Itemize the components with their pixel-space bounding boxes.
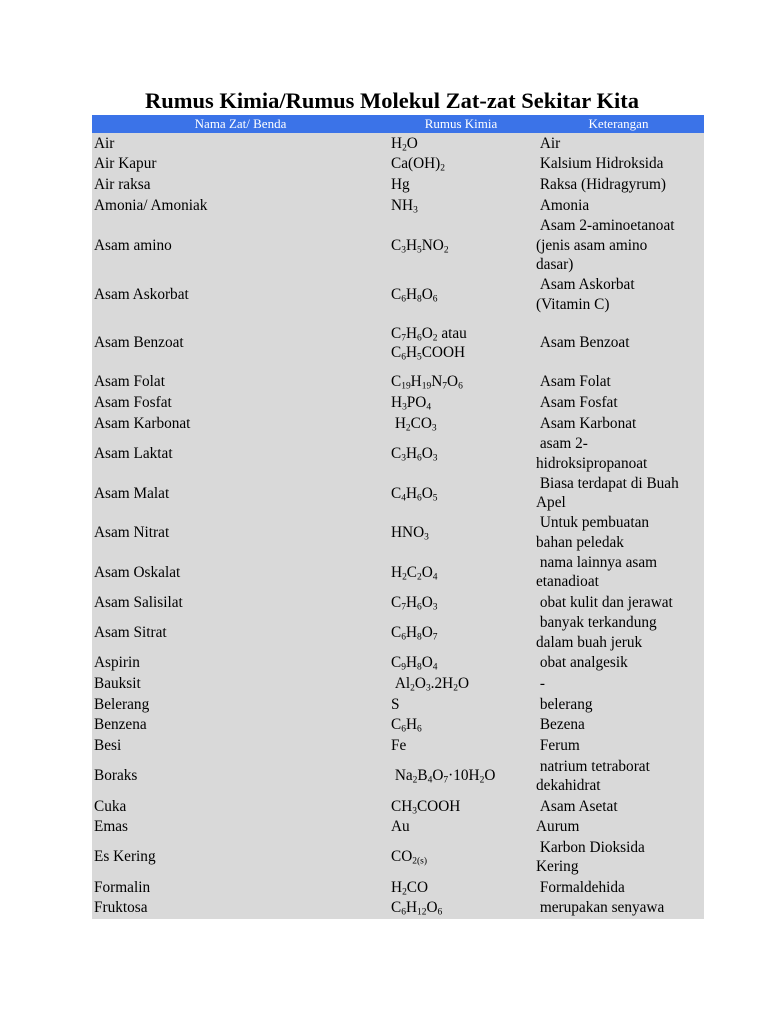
substance-name: Es Kering [94,848,156,866]
table-row [92,154,704,175]
substance-name: Aspirin [94,654,140,672]
description: Bezena [536,716,585,734]
description: Asam 2-aminoetanoat (jenis asam amino dasar) [536,217,675,274]
substance-name: Air [94,134,115,152]
chemical-formula: $NH_3$ [391,197,418,216]
table-row [92,216,704,275]
chemical-formula: $C_6H_8O_6$ [391,285,438,305]
description: Asam Asetat [536,797,618,815]
table-row [92,133,704,154]
description: Ferum [536,737,580,755]
substance-name: Asam Salisilat [94,593,183,611]
table-row [92,513,704,553]
table-row [92,315,704,372]
substance-name: Emas [94,818,128,836]
chemical-formula: $HNO_3$ [391,524,429,543]
chemical-formula: $H_2CO_3$ [391,414,437,434]
substance-name: Asam Nitrat [94,524,170,542]
chemical-formula: $Al_2O_3.2H_2O$ [391,674,469,694]
description: Kalsium Hidroksida [536,155,664,173]
chemical-formula: $H_3PO_4$ [391,394,432,413]
substance-name: Asam Oskalat [94,563,181,581]
substance-name: Air Kapur [94,155,157,173]
description: Asam Folat [536,373,611,391]
table-row [92,837,704,877]
chemical-formula: Au [391,818,410,836]
substance-name: Asam Fosfat [94,394,172,412]
description: banyak terkandung dalam buah jeruk [536,614,657,651]
description: obat analgesik [536,654,628,672]
description: Amonia [536,197,590,215]
chemical-formula: $C_7H_6O_2$ atau $C_6H_5COOH$ [391,324,467,363]
substance-name: Asam Sitrat [94,623,167,641]
chemical-formula: $C_9H_8O_4$ [391,654,438,673]
chemical-formula: $C_3H_6O_3$ [391,445,438,464]
chemical-formula: $H_2O$ [391,134,418,153]
description: Formaldehida [536,878,625,896]
table-row [92,175,704,196]
chemical-formula: $C_6H_{12}O_6$ [391,899,443,918]
chemical-formula-table [92,115,704,919]
description: Asam Benzoat [536,334,630,352]
substance-name: Asam Laktat [94,445,173,463]
table-row [92,553,704,593]
chemical-formula: S [391,695,400,713]
table-header [92,115,704,133]
description: asam 2- hidroksipropanoat [536,435,648,472]
header-formula: Rumus Kimia [424,116,498,131]
chemical-formula: $C_3H_5NO_2$ [391,236,449,256]
substance-name: Air raksa [94,176,151,194]
description: Asam Fosfat [536,394,618,412]
chemical-formula: $Ca(OH)_2$ [391,155,446,174]
chemical-formula: $C_4H_6O_5$ [391,484,438,503]
table-row [92,372,704,393]
table-row [92,756,704,796]
chemical-formula: $C_6H_6$ [391,716,422,735]
substance-name: Amonia/ Amoniak [94,197,208,215]
table-row [92,796,704,817]
table-row [92,275,704,315]
chemical-formula: $C_7H_6O_3$ [391,593,438,613]
table-row [92,715,704,736]
table-row [92,413,704,434]
table-row [92,592,704,613]
substance-name: Formalin [94,878,151,896]
substance-name: Asam Benzoat [94,334,184,352]
description: natrium tetraborat dekahidrat [536,757,650,795]
description: Karbon Dioksida Kering [536,838,645,876]
chemical-formula: $CO_{2(s)}$ [391,848,427,867]
description: nama lainnya asam etanadioat [536,553,658,591]
chemical-formula: Fe [391,737,407,755]
substance-name: Asam Folat [94,373,165,391]
substance-name: Asam Malat [94,484,170,502]
description: Biasa terdapat di Buah Apel [536,474,679,512]
description: belerang [536,695,593,713]
substance-name: Boraks [94,767,138,785]
chemical-formula: $Na_2B_4O_7\cdot 10H_2O$ [391,767,496,786]
chemical-formula: $CH_3COOH$ [391,797,461,816]
description: Untuk pembuatan bahan peledak [536,514,650,551]
chemical-formula: $C_6H_8O_7$ [391,623,438,643]
substance-name: Belerang [94,695,150,713]
description: merupakan senyawa [536,899,665,917]
table-row [92,694,704,715]
chemical-formula: $C_{19}H_{19}N_7O_6$ [391,373,463,392]
chemical-formula: Hg [391,176,410,194]
table-body [92,133,704,919]
substance-name: Bauksit [94,674,141,692]
table-row [92,474,704,514]
substance-name: Benzena [94,716,147,734]
table-row [92,898,704,919]
substance-name: Asam Askorbat [94,285,189,303]
header-description: Keterangan [588,116,649,131]
table-row [92,877,704,898]
table-row [92,652,704,673]
table-row [92,434,704,474]
description: Asam Karbonat [536,414,637,432]
table-row [92,392,704,413]
substance-name: Asam Karbonat [94,414,191,432]
chemical-formula: $H_2C_2O_4$ [391,563,438,582]
table-row [92,736,704,757]
table-row [92,613,704,653]
description: Aurum [536,818,580,836]
table-row [92,195,704,216]
substance-name: Besi [94,737,122,755]
page-title: Rumus Kimia/Rumus Molekul Zat-zat Sekitar Kita [145,88,639,113]
description: Raksa (Hidragyrum) [536,176,666,194]
header-name: Nama Zat/ Benda [194,116,287,131]
description: Asam Askorbat (Vitamin C) [536,276,635,313]
table-row [92,817,704,838]
table-row [92,673,704,694]
description: obat kulit dan jerawat [536,593,673,611]
chemical-formula: $H_2CO$ [391,878,429,897]
substance-name: Fruktosa [94,899,148,917]
substance-name: Cuka [94,797,127,815]
substance-name: Asam amino [94,236,172,254]
description: Air [536,134,561,152]
description: - [536,674,545,692]
